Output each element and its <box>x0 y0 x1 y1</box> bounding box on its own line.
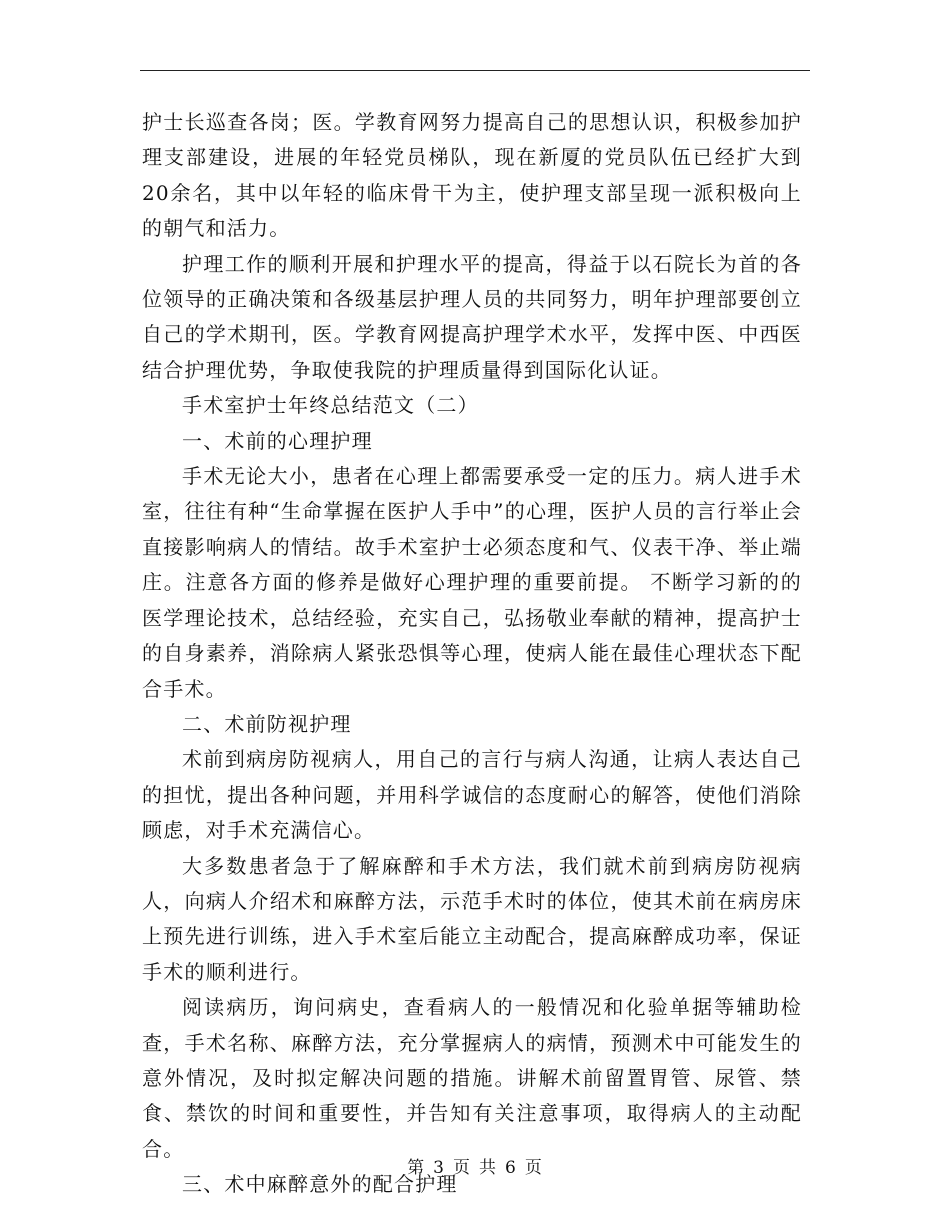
page-footer <box>0 1153 950 1178</box>
footer-suffix: 页 <box>524 1158 543 1178</box>
header-rule <box>140 70 810 71</box>
paragraph: 护理工作的顺利开展和护理水平的提高，得益于以石院长为首的各位领导的正确决策和各级基层护理人员的共同努力，明年护理部要创立自己的学术期刊，医。学教育网提高护理学术水平，发挥中医、中西医结合护理优势，争取使我院的护理质量得到国际化认证。 <box>142 251 802 382</box>
heading-2: 二、术前防视护理 <box>182 711 352 736</box>
heading-3: 三、术中麻醉意外的配合护理 <box>182 1172 458 1197</box>
paragraph: 阅读病历，询问病史，查看病人的一般情况和化验单据等辅助检查，手术名称、麻醉方法，充分掌握病人的病情，预测术中可能发生的意外情况，及时拟定解决问题的措施。讲解术前留置胃管、尿管、禁食、禁饮的时间和重要性，并告知有关注意事项，取得病人的主动配合。 <box>142 995 802 1161</box>
paragraph: 术前到病房防视病人，用自己的言行与病人沟通，让病人表达自己的担忧，提出各种问题，并用科学诚信的态度耐心的解答，使他们消除顾虑，对手术充满信心。 <box>142 747 802 843</box>
current-page-number: 3 <box>433 1158 445 1178</box>
footer-page-word: 页 <box>453 1158 471 1178</box>
body-text <box>142 105 802 1203</box>
heading-1: 一、术前的心理护理 <box>182 428 373 453</box>
footer-prefix: 第 <box>407 1158 426 1178</box>
footer-total-word: 共 <box>479 1158 497 1178</box>
paragraph: 大多数患者急于了解麻醉和手术方法，我们就术前到病房防视病人，向病人介绍术和麻醉方法，示范手术时的体位，使其术前在病房床上预先进行训练，进入手术室后能立主动配合，提高麻醉成功率，保证手术的顺利进行。 <box>142 853 802 984</box>
paragraph: 护士长巡查各岗；医。学教育网努力提高自己的思想认识，积极参加护理支部建设，进展的年轻党员梯队，现在新厦的党员队伍已经扩大到20余名，其中以年轻的临床骨干为主，使护理支部呈现一派积极向上的朝气和活力。 <box>142 110 802 241</box>
total-page-count: 6 <box>505 1158 517 1178</box>
paragraph: 手术无论大小，患者在心理上都需要承受一定的压力。病人进手术室，往往有种“生命掌握在医护人手中”的心理，医护人员的言行举止会直接影响病人的情结。故手术室护士必须态度和气、仪表干净、举止端庄。注意各方面的修养是做好心理护理的重要前提。 不断学习新的的医学理论技术，总结经验，充实自己，弘扬敬业奉献的精神，提高护士的自身素养，消除病人紧张恐惧等心理，使病人能在最佳心理状态下配合手术。 <box>142 464 802 701</box>
section-title: 手术室护士年终总结范文（二） <box>182 393 479 418</box>
